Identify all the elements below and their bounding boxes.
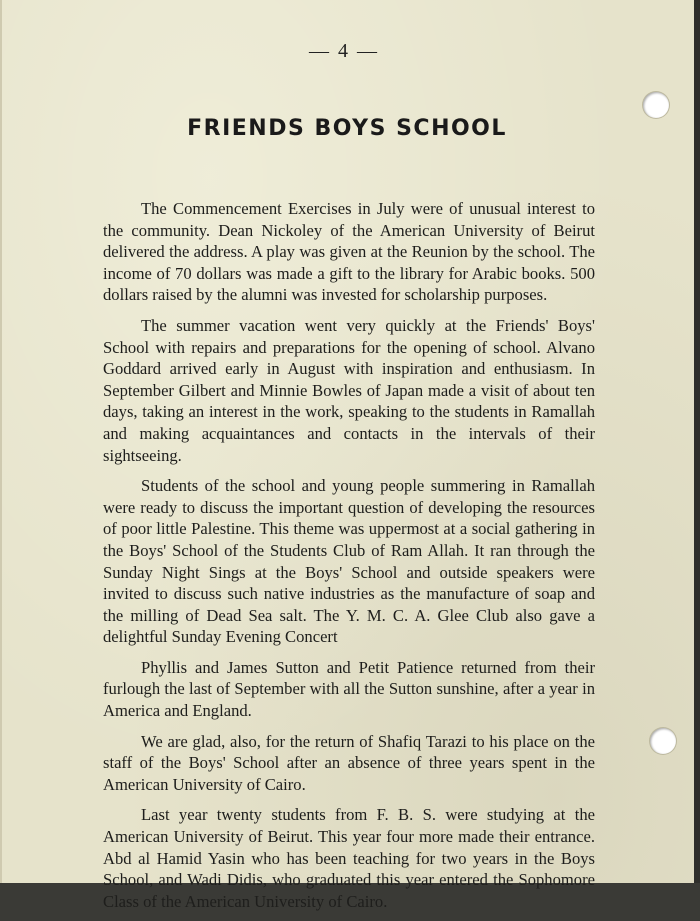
article-body (103, 198, 595, 921)
paragraph-commencement: The Commencement Exercises in July were of unusual interest to the community. Dean Nickoley of the American University of Beirut delivered the address. A play was given at the Reunion by the school. The income of 70 dollars was made a gift to the library for Arabic books. 500 dollars raised by the alumni was invested for scholarship purposes. (103, 199, 595, 305)
paragraph-summer-vacation: The summer vacation went very quickly at the Friends' Boys' School with repairs and preparations for the opening of school. Alvano Goddard arrived early in August with inspiration and enthusiasm. In September Gilbert and Minnie Bowles of Japan made a visit of about ten days, taking an interest in the work, speaking to the students in Ramallah and making acquaintances and contacts in the intervals of their sightseeing. (103, 315, 595, 465)
page-number: — 4 — (309, 40, 379, 62)
page-title: FRIENDS BOYS SCHOOL (187, 116, 507, 141)
paragraph-students-club: Students of the school and young people summering in Ramallah were ready to discuss the important question of developing the resources of poor little Palestine. This theme was uppermost at a social gathering in the Boys' School of the Students Club of Ram Allah. It ran through the Sunday Night Sings at the Boys' School and outside speakers were invited to discuss such native industries as the manufacture of soap and the milling of Dead Sea salt. The Y. M. C. A. Glee Club also gave a delightful Sunday Evening Concert (103, 476, 595, 647)
punch-hole-bottom (650, 728, 676, 754)
punch-hole-top (643, 92, 669, 118)
paragraph-sutton-return: Phyllis and James Sutton and Petit Patience returned from their furlough the last of September with all the Sutton sunshine, after a year in America and England. (103, 657, 595, 721)
paragraph-students-beirut: Last year twenty students from F. B. S. were studying at the American University of Beirut. This year four more made their entrance. Abd al Hamid Yasin who has been teaching for two years in the Boys School, and Wadi Didis, who graduated this year entered the Sophomore Class of the American University of Cairo. (103, 805, 595, 911)
paragraph-shafiq-tarazi: We are glad, also, for the return of Shafiq Tarazi to his place on the staff of the Boys' School after an absence of three years spent in the American University of Cairo. (103, 731, 595, 794)
